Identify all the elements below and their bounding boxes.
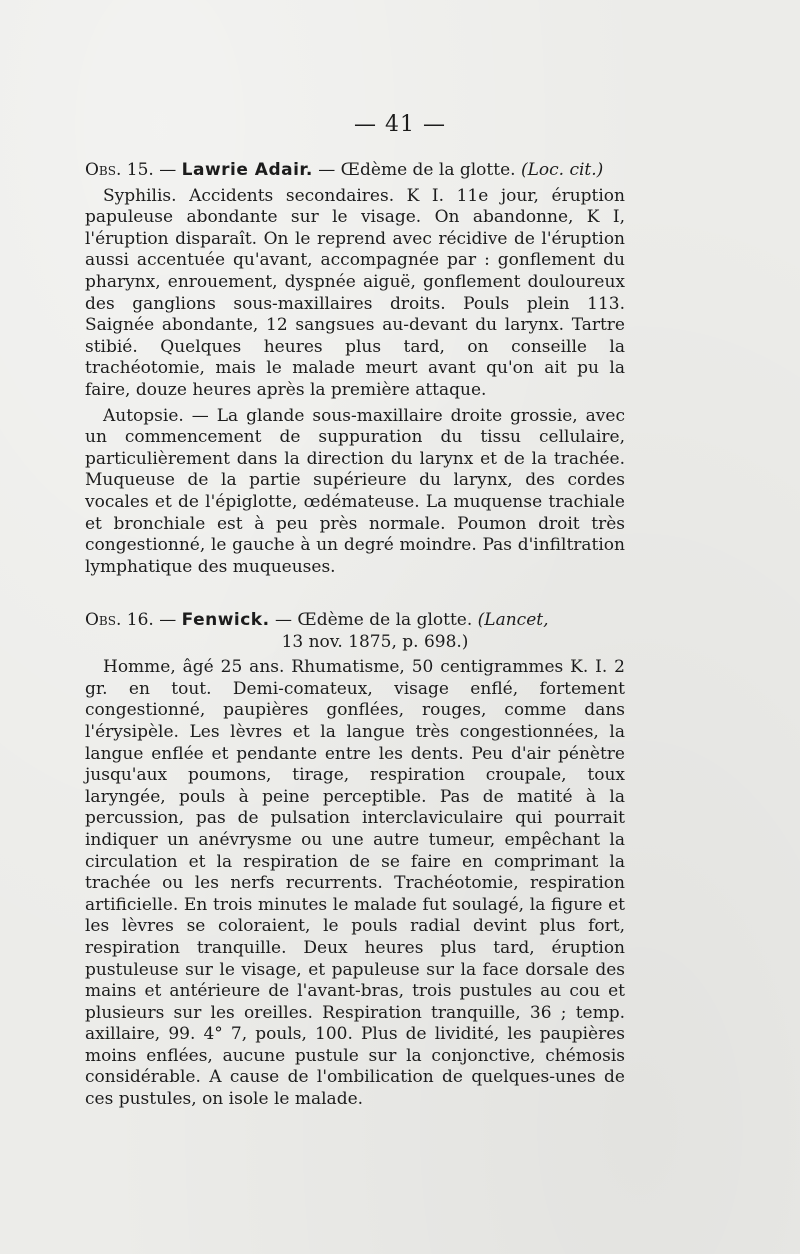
autopsy-paragraph: Autopsie. — La glande sous-maxillaire droite grossie, avec un commencement de suppuration du tissu cellulaire, particulièrement dans la direction du larynx et de la trachée. Muqueuse de la partie supérieure du larynx, des cordes vocales et de l'épiglotte, œdémateuse. La muquense trachiale et bronchiale est à peu près normale. Poumon droit très congestionné, le gauche à un degré moindre. Pas d'infiltration lymphatique des muqueuses. xyxy=(85,405,625,577)
observation-author: Fenwick. xyxy=(181,610,270,630)
observation-reference: (Lancet, xyxy=(477,610,549,630)
observation-heading xyxy=(85,610,625,653)
observation-label: Obs. 15. xyxy=(85,160,154,180)
observation-author: Lawrie Adair. xyxy=(181,160,313,180)
heading-dash: — xyxy=(312,160,341,180)
heading-dash: — xyxy=(153,610,182,630)
observation-paragraph: Syphilis. Accidents secondaires. K I. 11e jour, éruption papuleuse abondante sur le visage. On abandonne, K I, l'éruption disparaît. On le reprend avec récidive de l'éruption aussi accentuée qu'avant, accompagnée par : gonflement du pharynx, enrouement, dyspnée aiguë, gonflement douloureux des ganglions sous-maxillaires droits. Pouls plein 113. Saignée abondante, 12 sangsues au-devant du larynx. Tartre stibié. Quelques heures plus tard, on conseille la trachéotomie, mais le malade meurt avant qu'on ait pu la faire, douze heures après la première attaque. xyxy=(85,185,625,400)
heading-dash: — xyxy=(153,160,182,180)
observation-16 xyxy=(85,610,625,1111)
observation-heading xyxy=(85,160,625,182)
page-number: — 41 — xyxy=(354,112,446,137)
observation-label: Obs. 16. xyxy=(85,610,154,630)
observation-title: Œdème de la glotte. xyxy=(340,160,521,180)
observation-15 xyxy=(85,160,625,578)
observation-title: Œdème de la glotte. xyxy=(297,610,478,630)
observation-reference-line2: 13 nov. 1875, p. 698.) xyxy=(281,631,469,652)
heading-dash: — xyxy=(269,610,298,630)
observation-paragraph: Homme, âgé 25 ans. Rhumatisme, 50 centigrammes K. I. 2 gr. en tout. Demi-comateux, visage enflé, fortement congestionné, paupières gonflées, rouges, comme dans l'érysipèle. Les lèvres et la langue très congestionnées, la langue enflée et pendante entre les dents. Peu d'air pénètre jusqu'aux poumons, tirage, respiration croupale, toux laryngée, pouls à peine perceptible. Pas de matité à la percussion, pas de pulsation interclaviculaire qui pourrait indiquer un anévrysme ou une autre tumeur, empêchant la circulation et la respiration de se faire en comprimant la trachée ou les nerfs recurrents. Trachéotomie, respiration artificielle. En trois minutes le malade fut soulagé, la figure et les lèvres se coloraient, le pouls radial devint plus fort, respiration tranquille. Deux heures plus tard, éruption pustuleuse sur le visage, et papuleuse sur la face dorsale des mains et antérieure de l'avant-bras, trois pustules au cou et plusieurs sur les oreilles. Respiration tranquille, 36 ; temp. axillaire, 99. 4° 7, pouls, 100. Plus de lividité, les paupières moins enflées, aucune pustule sur la conjonctive, chémosis considérable. A cause de l'ombilication de quelques-unes de ces pustules, on isole le malade. xyxy=(85,657,625,1110)
observation-reference: (Loc. cit.) xyxy=(520,160,604,180)
